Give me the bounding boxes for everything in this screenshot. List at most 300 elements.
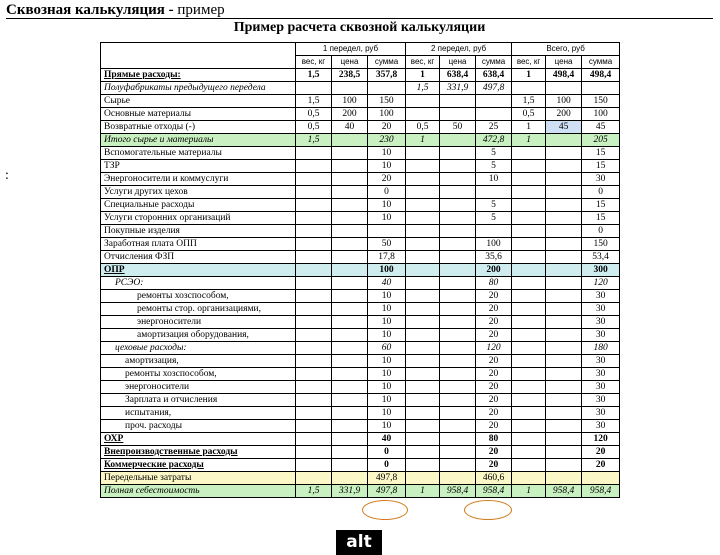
value-cell bbox=[406, 316, 440, 329]
value-cell bbox=[476, 186, 512, 199]
value-cell bbox=[512, 342, 546, 355]
value-cell bbox=[406, 147, 440, 160]
value-cell bbox=[332, 355, 368, 368]
value-cell bbox=[296, 303, 332, 316]
row-label: энергоносители bbox=[101, 381, 296, 394]
row-label: Внепроизводственные расходы bbox=[101, 446, 296, 459]
value-cell bbox=[440, 199, 476, 212]
value-cell: 10 bbox=[476, 173, 512, 186]
value-cell bbox=[406, 290, 440, 303]
value-cell bbox=[332, 381, 368, 394]
value-cell bbox=[546, 394, 582, 407]
table-row bbox=[101, 108, 620, 121]
value-cell bbox=[512, 446, 546, 459]
value-cell bbox=[440, 225, 476, 238]
row-label: Полуфабрикаты предыдущего передела bbox=[101, 82, 296, 95]
value-cell: 0 bbox=[368, 186, 406, 199]
value-cell: 958,4 bbox=[440, 485, 476, 498]
value-cell: 100 bbox=[332, 95, 368, 108]
value-cell bbox=[296, 342, 332, 355]
value-cell bbox=[512, 186, 546, 199]
row-label: Итого сырье и материалы bbox=[101, 134, 296, 147]
value-cell: 357,8 bbox=[368, 69, 406, 82]
value-cell: 30 bbox=[582, 329, 620, 342]
table-row bbox=[101, 121, 620, 134]
value-cell bbox=[512, 147, 546, 160]
value-cell: 205 bbox=[582, 134, 620, 147]
value-cell bbox=[406, 342, 440, 355]
value-cell: 1 bbox=[406, 69, 440, 82]
value-cell bbox=[440, 160, 476, 173]
value-cell: 150 bbox=[582, 238, 620, 251]
value-cell: 497,8 bbox=[368, 472, 406, 485]
table-row bbox=[101, 355, 620, 368]
value-cell bbox=[296, 407, 332, 420]
value-cell bbox=[440, 420, 476, 433]
value-cell bbox=[440, 394, 476, 407]
value-cell: 150 bbox=[582, 95, 620, 108]
row-label: Коммерческие расходы bbox=[101, 459, 296, 472]
value-cell bbox=[368, 225, 406, 238]
value-cell bbox=[546, 173, 582, 186]
value-cell bbox=[406, 251, 440, 264]
value-cell bbox=[546, 303, 582, 316]
row-label: Заработная плата ОПП bbox=[101, 238, 296, 251]
value-cell bbox=[512, 82, 546, 95]
value-cell bbox=[332, 472, 368, 485]
value-cell: 0,5 bbox=[296, 108, 332, 121]
value-cell: 10 bbox=[368, 212, 406, 225]
value-cell: 20 bbox=[476, 355, 512, 368]
table-row bbox=[101, 472, 620, 485]
value-cell bbox=[332, 238, 368, 251]
value-cell bbox=[546, 446, 582, 459]
value-cell: 35,6 bbox=[476, 251, 512, 264]
value-cell bbox=[296, 160, 332, 173]
row-label: Покупные изделия bbox=[101, 225, 296, 238]
value-cell bbox=[440, 407, 476, 420]
value-cell bbox=[440, 433, 476, 446]
value-cell bbox=[512, 251, 546, 264]
value-cell: 10 bbox=[368, 394, 406, 407]
value-cell: 30 bbox=[582, 407, 620, 420]
alt-logo: alt bbox=[336, 530, 382, 555]
sub-header: сумма bbox=[582, 56, 620, 69]
value-cell bbox=[406, 329, 440, 342]
row-label: энергоносители bbox=[101, 316, 296, 329]
value-cell bbox=[296, 186, 332, 199]
value-cell: 40 bbox=[332, 121, 368, 134]
row-label: Передельные затраты bbox=[101, 472, 296, 485]
value-cell bbox=[406, 368, 440, 381]
group-header: 1 передел, руб bbox=[296, 43, 406, 56]
value-cell bbox=[406, 95, 440, 108]
slide-title bbox=[6, 1, 225, 19]
value-cell bbox=[546, 433, 582, 446]
value-cell bbox=[406, 108, 440, 121]
value-cell bbox=[512, 381, 546, 394]
value-cell bbox=[332, 251, 368, 264]
value-cell: 230 bbox=[368, 134, 406, 147]
table-row bbox=[101, 160, 620, 173]
row-label: РСЭО: bbox=[101, 277, 296, 290]
table-row bbox=[101, 186, 620, 199]
value-cell bbox=[546, 264, 582, 277]
value-cell: 40 bbox=[368, 433, 406, 446]
value-cell bbox=[332, 134, 368, 147]
value-cell bbox=[406, 264, 440, 277]
value-cell bbox=[476, 225, 512, 238]
row-label: Прямые расходы: bbox=[101, 69, 296, 82]
value-cell bbox=[546, 238, 582, 251]
value-cell: 30 bbox=[582, 173, 620, 186]
value-cell: 20 bbox=[476, 459, 512, 472]
value-cell: 10 bbox=[368, 407, 406, 420]
value-cell: 15 bbox=[582, 147, 620, 160]
value-cell bbox=[296, 225, 332, 238]
value-cell bbox=[512, 303, 546, 316]
table-row bbox=[101, 433, 620, 446]
value-cell bbox=[296, 420, 332, 433]
value-cell: 30 bbox=[582, 368, 620, 381]
value-cell: 0 bbox=[368, 459, 406, 472]
table-row bbox=[101, 82, 620, 95]
value-cell bbox=[440, 251, 476, 264]
value-cell: 1 bbox=[406, 134, 440, 147]
value-cell bbox=[546, 342, 582, 355]
value-cell: 10 bbox=[368, 329, 406, 342]
value-cell: 45 bbox=[582, 121, 620, 134]
value-cell: 20 bbox=[582, 459, 620, 472]
value-cell bbox=[546, 186, 582, 199]
table-row bbox=[101, 316, 620, 329]
value-cell bbox=[512, 173, 546, 186]
table-row bbox=[101, 199, 620, 212]
value-cell: 0 bbox=[582, 225, 620, 238]
value-cell bbox=[440, 316, 476, 329]
value-cell bbox=[296, 459, 332, 472]
value-cell: 30 bbox=[582, 394, 620, 407]
value-cell bbox=[512, 316, 546, 329]
group-header: 2 передел, руб bbox=[406, 43, 512, 56]
value-cell bbox=[546, 82, 582, 95]
table-row bbox=[101, 407, 620, 420]
value-cell bbox=[512, 459, 546, 472]
value-cell bbox=[296, 264, 332, 277]
value-cell bbox=[332, 368, 368, 381]
table-row bbox=[101, 446, 620, 459]
value-cell: 958,4 bbox=[546, 485, 582, 498]
value-cell: 20 bbox=[476, 420, 512, 433]
value-cell bbox=[406, 303, 440, 316]
value-cell bbox=[332, 186, 368, 199]
value-cell bbox=[440, 108, 476, 121]
value-cell: 180 bbox=[582, 342, 620, 355]
value-cell: 30 bbox=[582, 290, 620, 303]
slide-title-bold: Сквозная калькуляция - bbox=[6, 2, 174, 18]
value-cell: 958,4 bbox=[582, 485, 620, 498]
sub-header: вес, кг bbox=[406, 56, 440, 69]
value-cell bbox=[512, 277, 546, 290]
table-row bbox=[101, 225, 620, 238]
value-cell: 120 bbox=[582, 277, 620, 290]
value-cell bbox=[332, 394, 368, 407]
table-row bbox=[101, 381, 620, 394]
slide-title-rest: пример bbox=[173, 2, 225, 18]
value-cell: 1 bbox=[406, 485, 440, 498]
row-label: амортизация оборудования, bbox=[101, 329, 296, 342]
value-cell: 80 bbox=[476, 433, 512, 446]
value-cell bbox=[406, 472, 440, 485]
value-cell: 100 bbox=[476, 238, 512, 251]
value-cell bbox=[440, 290, 476, 303]
value-cell bbox=[582, 82, 620, 95]
value-cell: 10 bbox=[368, 160, 406, 173]
row-label: Вспомогательные материалы bbox=[101, 147, 296, 160]
value-cell: 472,8 bbox=[476, 134, 512, 147]
row-label: Полная себестоимость bbox=[101, 485, 296, 498]
row-label: ремонты хозспособом, bbox=[101, 368, 296, 381]
value-cell: 1 bbox=[512, 121, 546, 134]
row-label: амортизация, bbox=[101, 355, 296, 368]
value-cell: 25 bbox=[476, 121, 512, 134]
row-label: ремонты стор. организациями, bbox=[101, 303, 296, 316]
value-cell bbox=[440, 212, 476, 225]
value-cell bbox=[406, 459, 440, 472]
value-cell bbox=[512, 420, 546, 433]
value-cell: 20 bbox=[368, 121, 406, 134]
value-cell: 5 bbox=[476, 212, 512, 225]
value-cell bbox=[296, 394, 332, 407]
value-cell bbox=[406, 186, 440, 199]
value-cell bbox=[512, 407, 546, 420]
value-cell: 498,4 bbox=[582, 69, 620, 82]
table-row bbox=[101, 95, 620, 108]
value-cell bbox=[332, 277, 368, 290]
value-cell bbox=[332, 225, 368, 238]
value-cell bbox=[512, 212, 546, 225]
row-label: ОХР bbox=[101, 433, 296, 446]
value-cell bbox=[296, 472, 332, 485]
value-cell: 498,4 bbox=[546, 69, 582, 82]
value-cell bbox=[440, 173, 476, 186]
value-cell bbox=[332, 173, 368, 186]
sub-header: цена bbox=[546, 56, 582, 69]
group-header: Всего, руб bbox=[512, 43, 620, 56]
value-cell: 460,6 bbox=[476, 472, 512, 485]
value-cell bbox=[440, 329, 476, 342]
value-cell bbox=[546, 355, 582, 368]
value-cell: 0,5 bbox=[296, 121, 332, 134]
value-cell: 331,9 bbox=[440, 82, 476, 95]
value-cell bbox=[406, 238, 440, 251]
value-cell bbox=[440, 95, 476, 108]
value-cell: 10 bbox=[368, 355, 406, 368]
table-row bbox=[101, 251, 620, 264]
value-cell bbox=[512, 225, 546, 238]
value-cell bbox=[406, 160, 440, 173]
value-cell: 100 bbox=[546, 95, 582, 108]
value-cell: 100 bbox=[368, 108, 406, 121]
costing-table bbox=[100, 42, 620, 498]
value-cell: 5 bbox=[476, 160, 512, 173]
value-cell bbox=[406, 433, 440, 446]
row-label: Зарплата и отчисления bbox=[101, 394, 296, 407]
value-cell bbox=[546, 225, 582, 238]
row-label: Возвратные отходы (-) bbox=[101, 121, 296, 134]
value-cell bbox=[406, 381, 440, 394]
value-cell: 30 bbox=[582, 355, 620, 368]
value-cell: 1,5 bbox=[296, 95, 332, 108]
value-cell: 10 bbox=[368, 303, 406, 316]
header-row-groups bbox=[101, 43, 620, 56]
value-cell: 1,5 bbox=[512, 95, 546, 108]
table-title: Пример расчета сквозной калькуляции bbox=[233, 20, 486, 35]
sub-header: цена bbox=[440, 56, 476, 69]
value-cell: 1 bbox=[512, 134, 546, 147]
value-cell: 20 bbox=[476, 381, 512, 394]
value-cell bbox=[406, 407, 440, 420]
value-cell bbox=[296, 368, 332, 381]
value-cell bbox=[512, 394, 546, 407]
table-row bbox=[101, 69, 620, 82]
value-cell bbox=[512, 238, 546, 251]
value-cell bbox=[440, 134, 476, 147]
value-cell bbox=[476, 108, 512, 121]
value-cell: 10 bbox=[368, 420, 406, 433]
row-label: ОПР bbox=[101, 264, 296, 277]
value-cell: 300 bbox=[582, 264, 620, 277]
value-cell bbox=[512, 433, 546, 446]
highlight-circle-stage2 bbox=[464, 500, 512, 520]
value-cell bbox=[546, 407, 582, 420]
value-cell bbox=[296, 381, 332, 394]
value-cell: 497,8 bbox=[476, 82, 512, 95]
value-cell bbox=[332, 82, 368, 95]
table-row bbox=[101, 173, 620, 186]
value-cell: 958,4 bbox=[476, 485, 512, 498]
value-cell bbox=[582, 472, 620, 485]
value-cell bbox=[406, 420, 440, 433]
value-cell bbox=[332, 212, 368, 225]
value-cell: 10 bbox=[368, 381, 406, 394]
value-cell bbox=[546, 472, 582, 485]
value-cell: 10 bbox=[368, 368, 406, 381]
value-cell: 1 bbox=[512, 69, 546, 82]
value-cell bbox=[332, 420, 368, 433]
value-cell bbox=[332, 147, 368, 160]
value-cell bbox=[332, 160, 368, 173]
value-cell bbox=[296, 446, 332, 459]
value-cell: 5 bbox=[476, 147, 512, 160]
value-cell bbox=[512, 355, 546, 368]
value-cell bbox=[406, 394, 440, 407]
value-cell: 30 bbox=[582, 420, 620, 433]
value-cell: 0,5 bbox=[512, 108, 546, 121]
value-cell bbox=[440, 472, 476, 485]
value-cell: 331,9 bbox=[332, 485, 368, 498]
row-label: ТЗР bbox=[101, 160, 296, 173]
value-cell bbox=[296, 251, 332, 264]
value-cell bbox=[440, 147, 476, 160]
value-cell: 45 bbox=[546, 121, 582, 134]
value-cell: 20 bbox=[476, 303, 512, 316]
value-cell: 50 bbox=[440, 121, 476, 134]
value-cell: 50 bbox=[368, 238, 406, 251]
value-cell bbox=[512, 264, 546, 277]
value-cell: 1,5 bbox=[296, 134, 332, 147]
value-cell: 20 bbox=[476, 329, 512, 342]
value-cell: 30 bbox=[582, 316, 620, 329]
value-cell bbox=[512, 290, 546, 303]
value-cell bbox=[332, 316, 368, 329]
value-cell bbox=[440, 186, 476, 199]
value-cell bbox=[332, 329, 368, 342]
table-row bbox=[101, 134, 620, 147]
value-cell bbox=[332, 290, 368, 303]
value-cell: 10 bbox=[368, 290, 406, 303]
value-cell: 120 bbox=[582, 433, 620, 446]
row-label: Отчисления ФЗП bbox=[101, 251, 296, 264]
value-cell bbox=[512, 329, 546, 342]
value-cell: 15 bbox=[582, 212, 620, 225]
value-cell: 120 bbox=[476, 342, 512, 355]
value-cell bbox=[296, 212, 332, 225]
value-cell: 1,5 bbox=[406, 82, 440, 95]
value-cell bbox=[512, 199, 546, 212]
value-cell: 60 bbox=[368, 342, 406, 355]
table-row bbox=[101, 368, 620, 381]
value-cell: 10 bbox=[368, 199, 406, 212]
value-cell bbox=[406, 277, 440, 290]
value-cell: 100 bbox=[582, 108, 620, 121]
value-cell bbox=[546, 368, 582, 381]
value-cell: 1 bbox=[512, 485, 546, 498]
value-cell bbox=[440, 459, 476, 472]
table-row bbox=[101, 394, 620, 407]
value-cell: 497,8 bbox=[368, 485, 406, 498]
value-cell: 20 bbox=[476, 394, 512, 407]
value-cell bbox=[332, 459, 368, 472]
value-cell bbox=[546, 251, 582, 264]
value-cell bbox=[406, 212, 440, 225]
value-cell bbox=[546, 199, 582, 212]
value-cell: 20 bbox=[582, 446, 620, 459]
row-label: Услуги других цехов bbox=[101, 186, 296, 199]
table-row bbox=[101, 147, 620, 160]
value-cell bbox=[406, 446, 440, 459]
value-cell bbox=[296, 433, 332, 446]
value-cell bbox=[332, 264, 368, 277]
sub-header: вес, кг bbox=[296, 56, 332, 69]
value-cell: 638,4 bbox=[476, 69, 512, 82]
value-cell bbox=[296, 290, 332, 303]
value-cell bbox=[332, 433, 368, 446]
row-label: Энергоносители и коммуслуги bbox=[101, 173, 296, 186]
row-label: Услуги сторонних организаций bbox=[101, 212, 296, 225]
value-cell bbox=[296, 82, 332, 95]
value-cell bbox=[546, 459, 582, 472]
value-cell: 40 bbox=[368, 277, 406, 290]
value-cell bbox=[406, 199, 440, 212]
table-row bbox=[101, 290, 620, 303]
value-cell: 200 bbox=[476, 264, 512, 277]
value-cell: 80 bbox=[476, 277, 512, 290]
value-cell: 20 bbox=[476, 407, 512, 420]
value-cell: 5 bbox=[476, 199, 512, 212]
value-cell bbox=[440, 264, 476, 277]
value-cell bbox=[296, 199, 332, 212]
